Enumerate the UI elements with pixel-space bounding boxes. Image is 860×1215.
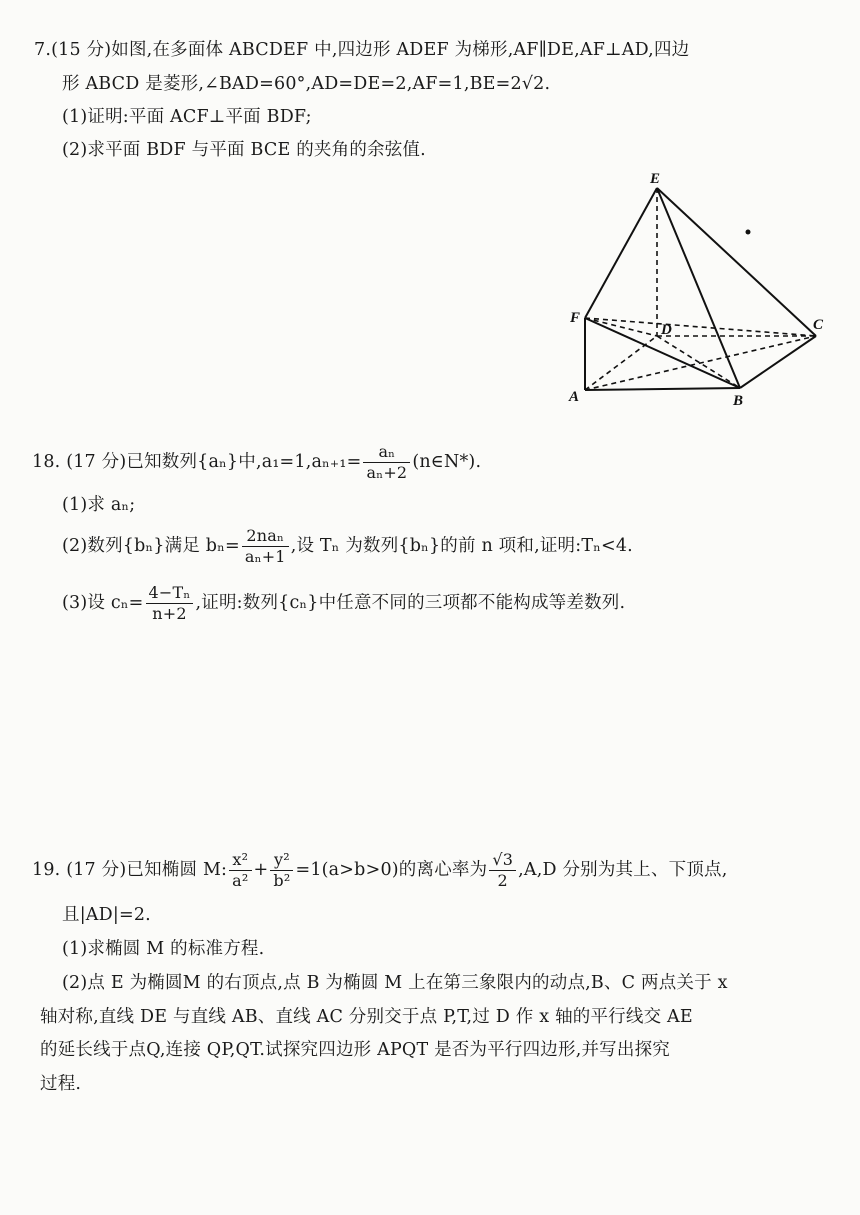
ellipse-y-term xyxy=(270,850,293,891)
q17-part1: (1)证明:平面 ACF⊥平面 BDF; xyxy=(62,107,312,127)
q19-stem-mid: =1(a>b>0)的离心率为 xyxy=(295,860,488,880)
plus-sign: + xyxy=(253,860,269,880)
q17-stem-line1: 7.(15 分)如图,在多面体 ABCDEF 中,四边形 ADEF 为梯形,AF∥DE,AF⊥AD,四边 xyxy=(34,40,690,60)
edge-DB xyxy=(657,336,740,388)
ellipse-x-numerator: x² xyxy=(229,850,251,871)
vertex-label-A: A xyxy=(569,389,580,405)
q17-part2: (2)求平面 BDF 与平面 BCE 的夹角的余弦值. xyxy=(62,140,426,160)
q18-stem-prefix: 18. (17 分)已知数列{aₙ}中,a₁=1,aₙ₊₁= xyxy=(32,452,362,472)
q19-part2-line4: 过程. xyxy=(40,1074,82,1094)
q18-stem xyxy=(32,440,481,484)
q19-part1: (1)求椭圆 M 的标准方程. xyxy=(62,939,265,959)
q18-part2 xyxy=(62,524,633,568)
edge-AB xyxy=(585,388,740,390)
q19-part2-line1: (2)点 E 为椭圆M 的右顶点,点 B 为椭圆 M 上在第三象限内的动点,B、C 两点关于 x xyxy=(62,973,728,993)
q19-part2-line3: 的延长线于点Q,连接 QP,QT.试探究四边形 APQT 是否为平行四边形,并写出探究 xyxy=(40,1040,670,1060)
q18-part3-prefix: (3)设 cₙ= xyxy=(62,593,144,613)
vertex-label-F: F xyxy=(570,310,581,326)
q18-part2-suffix: ,设 Tₙ 为数列{bₙ}的前 n 项和,证明:Tₙ<4. xyxy=(290,536,633,556)
stray-dot xyxy=(746,230,751,235)
q18-part3-suffix: ,证明:数列{cₙ}中任意不同的三项都不能构成等差数列. xyxy=(195,593,626,613)
q19-stem-suffix: ,A,D 分别为其上、下顶点, xyxy=(518,860,728,880)
edge-AC xyxy=(585,336,816,390)
q18-part3-fraction xyxy=(146,583,194,624)
polyhedron-figure xyxy=(0,0,860,420)
edge-EF xyxy=(585,188,657,318)
q18-frac-denominator: aₙ+2 xyxy=(366,463,408,482)
q17-stem-line2: 形 ABCD 是菱形,∠BAD=60°,AD=DE=2,AF=1,BE=2√2. xyxy=(62,74,551,94)
q19-stem-prefix: 19. (17 分)已知椭圆 M: xyxy=(32,860,228,880)
q19-stem xyxy=(32,848,728,892)
edge-EB xyxy=(657,188,740,388)
ellipse-y-denominator: b² xyxy=(273,871,291,890)
vertex-label-E: E xyxy=(650,171,661,187)
edge-EC xyxy=(657,188,816,336)
q18-recurrence-fraction xyxy=(363,442,410,483)
q18-part3-numerator: 4−Tₙ xyxy=(146,583,194,604)
eccentricity-fraction xyxy=(489,850,516,891)
q18-part2-numerator: 2naₙ xyxy=(242,526,289,547)
q18-frac-numerator: aₙ xyxy=(363,442,410,463)
q18-part3 xyxy=(62,581,625,625)
ellipse-x-term xyxy=(229,850,251,891)
ellipse-y-numerator: y² xyxy=(270,850,293,871)
q18-stem-suffix: (n∈N*). xyxy=(412,452,482,472)
vertex-label-B: B xyxy=(733,393,744,409)
q18-part2-denominator: aₙ+1 xyxy=(244,547,286,566)
eccentricity-numerator: √3 xyxy=(489,850,516,871)
solid-edges xyxy=(585,188,816,390)
vertex-label-D: D xyxy=(661,322,672,338)
q18-part2-fraction xyxy=(242,526,289,567)
ellipse-x-denominator: a² xyxy=(232,871,249,890)
q19-part2-line2: 轴对称,直线 DE 与直线 AB、直线 AC 分别交于点 P,T,过 D 作 x 轴的平行线交 AE xyxy=(40,1007,693,1027)
q18-part1: (1)求 aₙ; xyxy=(62,495,136,515)
q18-part2-prefix: (2)数列{bₙ}满足 bₙ= xyxy=(62,536,240,556)
vertex-label-C: C xyxy=(813,317,824,333)
eccentricity-denominator: 2 xyxy=(497,871,508,890)
edge-BC xyxy=(740,336,816,388)
q18-part3-denominator: n+2 xyxy=(152,604,187,623)
q19-stem-line2: 且|AD|=2. xyxy=(62,905,151,925)
